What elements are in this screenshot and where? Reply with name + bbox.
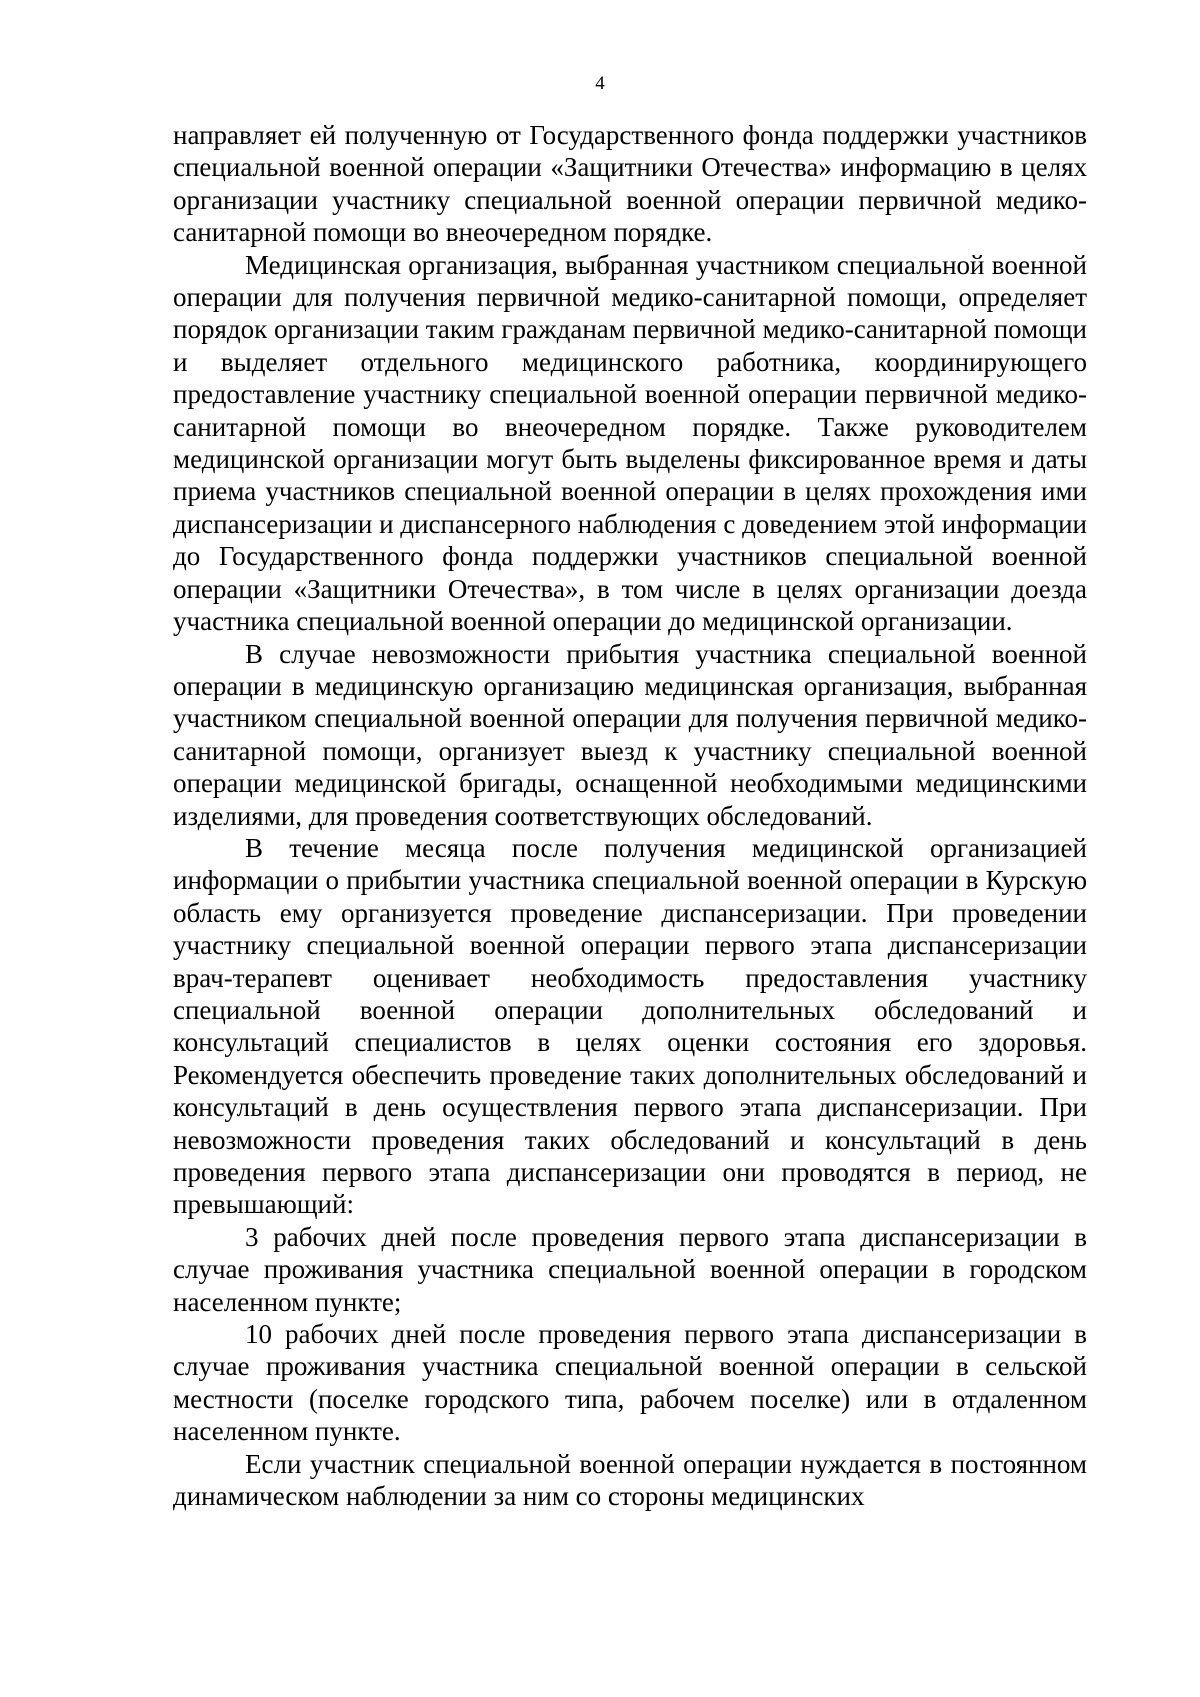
paragraph-observation: Если участник специальной военной операции нуждается в постоянном динамическом наблюдении за ним со стороны медицинских [173, 1448, 1087, 1512]
document-body [173, 119, 1087, 1512]
paragraph-rural-term: 10 рабочих дней после проведения первого этапа диспансеризации в случае проживания участника специальной военной операции в сельской местности (поселке городского типа, рабочем поселке) или в отдаленном населенном пункте. [173, 1319, 1087, 1447]
page-number: 4 [595, 73, 605, 94]
paragraph-dispensarization: В течение месяца после получения медицинской организацией информации о прибытии участника специальной военной операции в Курскую область ему организуется проведение диспансеризации. При проведении участнику специальной военной операции первого этапа диспансеризации врач-терапевт оценивает необходимость предоставления участнику специальной военной операции дополнительных обследований и консультаций специалистов в целях оценки состояния его здоровья. Рекомендуется обеспечить проведение таких дополнительных обследований и консультаций в день осуществления первого этапа диспансеризации. При невозможности проведения таких обследований и консультаций в день проведения первого этапа диспансеризации они проводятся в период, не превышающий: [173, 832, 1087, 1220]
paragraph-continuation: направляет ей полученную от Государственного фонда поддержки участников специальной военной операции «Защитники Отечества» информацию в целях организации участнику специальной военной операции первичной медико-санитарной помощи во внеочередном порядке. [173, 120, 1087, 248]
paragraph-urban-term: 3 рабочих дней после проведения первого этапа диспансеризации в случае проживания участника специальной военной операции в городском населенном пункте; [173, 1221, 1087, 1317]
paragraph-medical-organization: Медицинская организация, выбранная участником специальной военной операции для получения первичной медико-санитарной помощи, определяет порядок организации таким гражданам первичной медико-санитарной помощи и выделяет отдельного медицинского работника, координирующего предоставление участнику специальной военной операции первичной медико-санитарной помощи во внеочередном порядке. Также руководителем медицинской организации могут быть выделены фиксированное время и даты приема участников специальной военной операции в целях прохождения ими диспансеризации и диспансерного наблюдения с доведением этой информации до Государственного фонда поддержки участников специальной военной операции «Защитники Отечества», в том числе в целях организации доезда участника специальной военной операции до медицинской организации. [173, 249, 1087, 637]
paragraph-home-visit: В случае невозможности прибытия участника специальной военной операции в медицинскую организацию медицинская организация, выбранная участником специальной военной операции для получения первичной медико-санитарной помощи, организует выезд к участнику специальной военной операции медицинской бригады, оснащенной необходимыми медицинскими изделиями, для проведения соответствующих обследований. [173, 638, 1087, 831]
